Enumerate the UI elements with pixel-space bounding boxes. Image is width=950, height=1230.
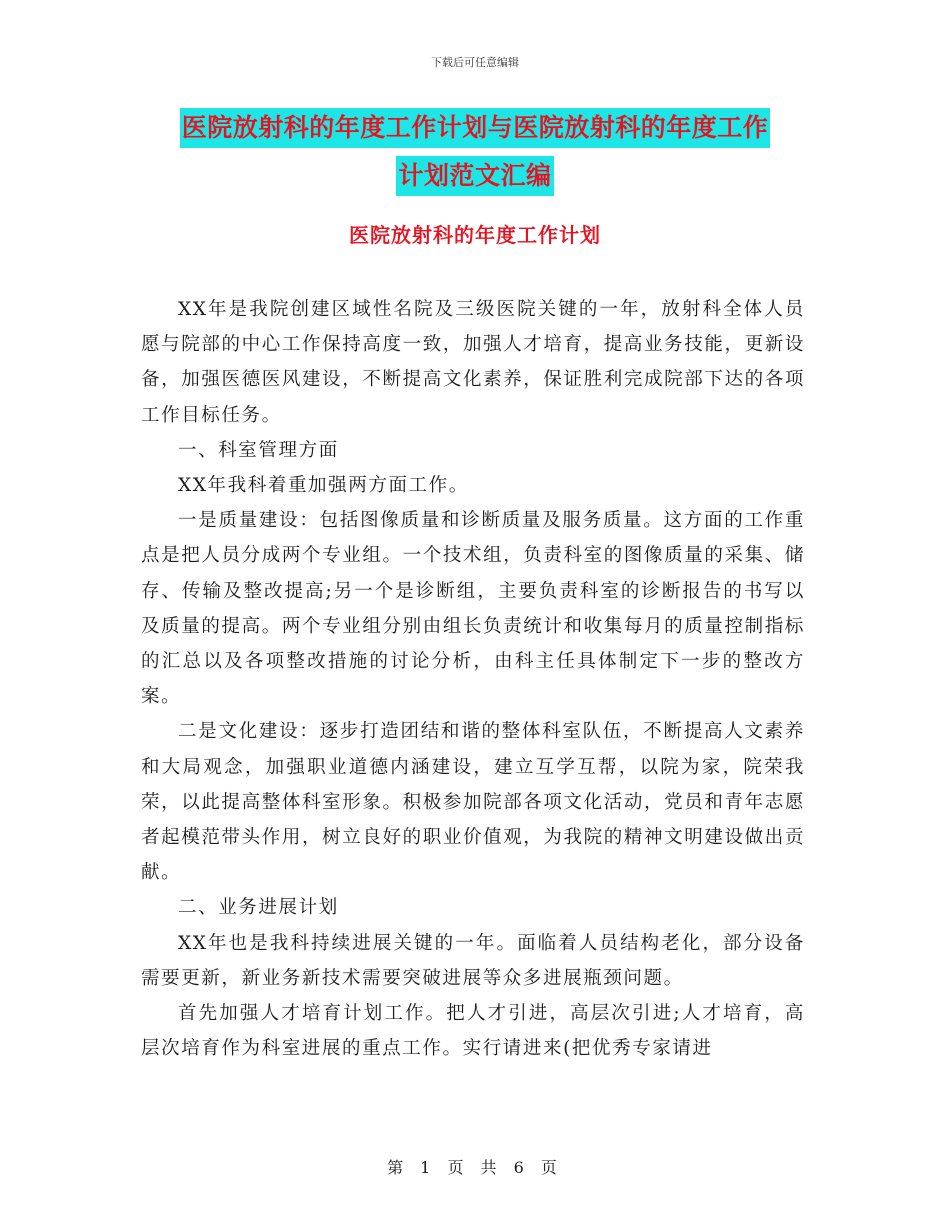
paragraph: XX年也是我科持续进展关键的一年。面临着人员结构老化，部分设备需要更新，新业务新技术需要突破进展等众多进展瓶颈问题。 [141,932,805,989]
page-header-note: 下载后可任意编辑 [431,56,519,69]
title-line-2: 计划范文汇编 [396,156,553,196]
paragraph: 一、科室管理方面 [178,439,339,461]
paragraph: XX年我科着重加强两方面工作。 [178,475,469,497]
section-title: 医院放射科的年度工作计划 [349,223,601,247]
document-body [141,292,805,1066]
paragraph: 首先加强人才培育计划工作。把人才引进，高层次引进;人才培育，高层次培育作为科室进展的重点工作。实行请进来(把优秀专家请进 [141,1003,805,1060]
document-title [0,108,950,204]
paragraph: 一是质量建设：包括图像质量和诊断质量及服务质量。这方面的工作重点是把人员分成两个专业组。一个技术组，负责科室的图像质量的采集、储存、传输及整改提高;另一个是诊断组，主要负责科室的诊断报告的书写以及质量的提高。两个专业组分别由组长负责统计和收集每月的质量控制指标的汇总以及各项整改措施的讨论分析，由科主任具体制定下一步的整改方案。 [141,510,805,708]
paragraph: 二是文化建设：逐步打造团结和谐的整体科室队伍，不断提高人文素养和大局观念，加强职业道德内涵建设，建立互学互帮，以院为家，院荣我荣，以此提高整体科室形象。积极参加院部各项文化活动，党员和青年志愿者起模范带头作用，树立良好的职业价值观，为我院的精神文明建设做出贡献。 [141,721,805,884]
paragraph: XX年是我院创建区域性名院及三级医院关键的一年，放射科全体人员愿与院部的中心工作保持高度一致，加强人才培育，提高业务技能，更新设备，加强医德医风建设，不断提高文化素养，保证胜利完成院部下达的各项工作目标任务。 [141,299,805,426]
title-line-1: 医院放射科的年度工作计划与医院放射科的年度工作 [180,108,771,148]
paragraph: 二、业务进展计划 [178,897,339,919]
page-number: 第 1 页 共 6 页 [387,1158,563,1177]
